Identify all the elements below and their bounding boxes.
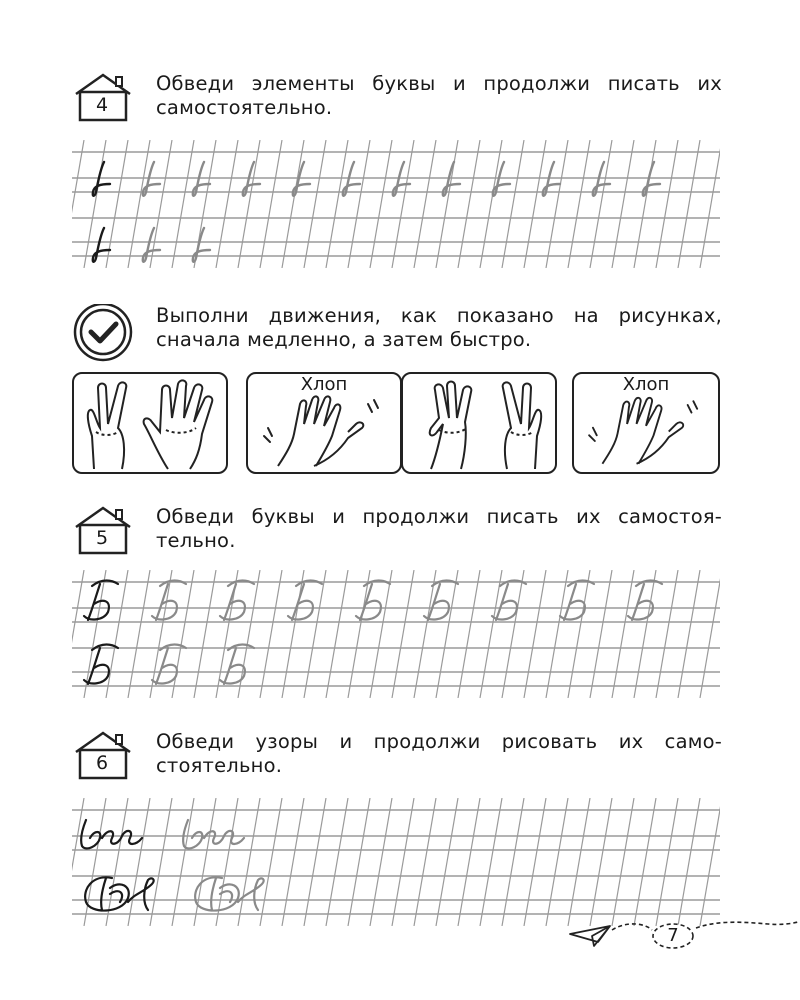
checkmark-icon xyxy=(72,304,134,364)
clap-hands-icon xyxy=(248,374,400,472)
hand-card-clap xyxy=(572,372,720,474)
clap-hands-icon xyxy=(574,374,718,472)
task-number: 5 xyxy=(95,527,109,549)
clap-label: Хлоп xyxy=(300,374,348,395)
page-number-text: 7 xyxy=(667,925,679,946)
task-number: 4 xyxy=(95,94,109,116)
hand-card-clap xyxy=(246,372,402,474)
hand-card xyxy=(401,372,557,474)
hand-card xyxy=(72,372,228,474)
task-number: 6 xyxy=(95,752,109,774)
task-instruction: Обведи узоры и продолжи рисовать их само-стоятельно. xyxy=(156,730,722,777)
task-instruction: Выполни движения, как показано на рисунках, сначала медленно, а затем быстро. xyxy=(156,304,722,351)
hand-exercise-cards xyxy=(72,372,720,476)
writing-lines-1 xyxy=(72,140,720,268)
page-number xyxy=(651,922,695,950)
hands-fingers-icon xyxy=(74,374,226,472)
writing-lines-3 xyxy=(72,798,720,926)
task-instruction: Обведи буквы и продолжи писать их самостоя-тельно. xyxy=(156,505,722,552)
clap-label: Хлоп xyxy=(622,374,670,395)
writing-lines-2 xyxy=(72,570,720,698)
hands-fingers-icon xyxy=(403,374,555,472)
task-instruction: Обведи элементы буквы и продолжи писать их самостоятельно. xyxy=(156,72,722,119)
